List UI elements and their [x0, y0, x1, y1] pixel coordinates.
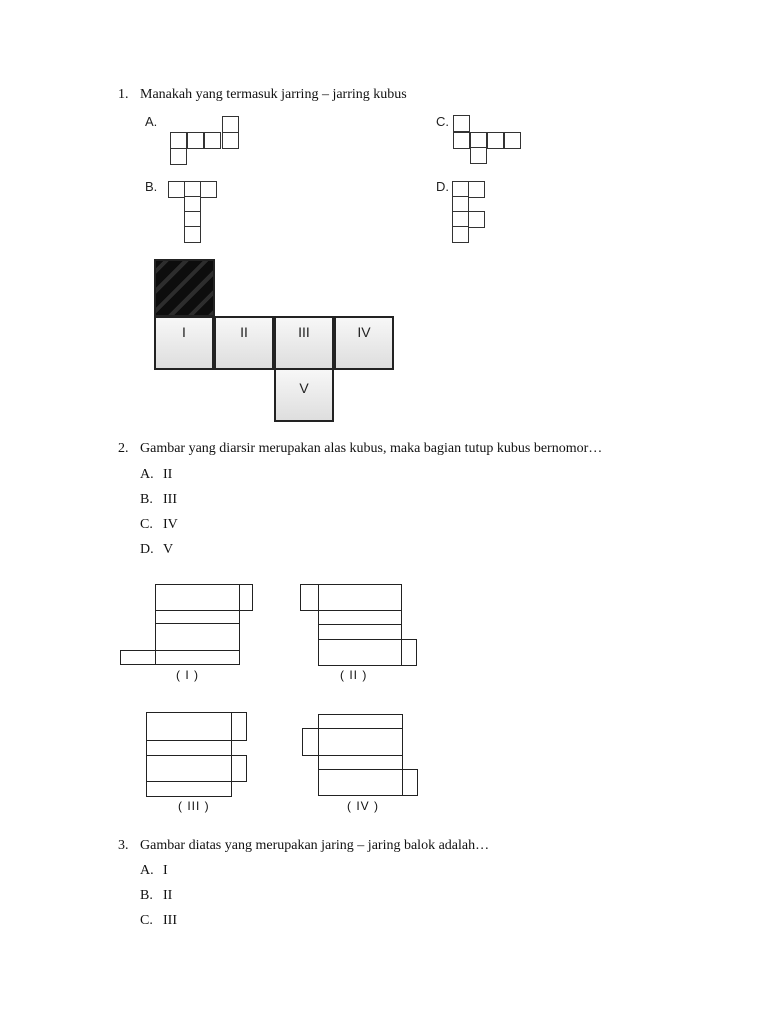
q2-option-c-text: IV	[163, 517, 178, 532]
face-v-label: V	[299, 380, 309, 396]
q3-option-a-letter: A.	[140, 863, 154, 878]
q3-option-b-text: II	[163, 888, 173, 903]
face-iv	[334, 316, 394, 370]
prism-net-iv-caption: ( IV )	[347, 799, 379, 813]
face-i-label: I	[182, 324, 186, 340]
face-iii-label: III	[298, 324, 310, 340]
face-i	[154, 316, 214, 370]
question-2-number: 2.	[118, 441, 129, 456]
question-1-number: 1.	[118, 87, 129, 102]
face-ii	[214, 316, 274, 370]
q3-option-c-letter: C.	[140, 913, 153, 928]
q1-option-d-label: D.	[436, 179, 449, 194]
prism-net-ii-caption: ( II )	[340, 668, 368, 682]
prism-net-iii-caption: ( III )	[178, 799, 210, 813]
question-3-text: Gambar diatas yang merupakan jaring – jaring balok adalah…	[140, 838, 490, 853]
q3-option-a-text: I	[163, 863, 168, 878]
q3-option-c-text: III	[163, 913, 177, 928]
q1-option-c-label: C.	[436, 114, 449, 129]
shaded-base-face	[154, 259, 215, 317]
q2-option-b-text: III	[163, 492, 177, 507]
q2-option-d-text: V	[163, 542, 174, 557]
q3-option-b-letter: B.	[140, 888, 153, 903]
face-v	[274, 368, 334, 422]
face-ii-label: II	[240, 324, 248, 340]
question-2-text: Gambar yang diarsir merupakan alas kubus, maka bagian tutup kubus bernomor…	[140, 441, 603, 456]
q1-option-a-label: A.	[145, 114, 158, 129]
question-3-number: 3.	[118, 838, 129, 853]
q1-option-b-label: B.	[145, 179, 158, 194]
q2-option-d-letter: D.	[140, 542, 154, 557]
q2-option-a-text: II	[163, 467, 173, 482]
question-1-text: Manakah yang termasuk jarring – jarring kubus	[140, 87, 407, 102]
prism-net-i-caption: ( I )	[176, 668, 199, 682]
q2-option-c-letter: C.	[140, 517, 153, 532]
face-iii	[274, 316, 334, 370]
q2-option-a-letter: A.	[140, 467, 154, 482]
face-iv-label: IV	[357, 324, 371, 340]
q2-option-b-letter: B.	[140, 492, 153, 507]
